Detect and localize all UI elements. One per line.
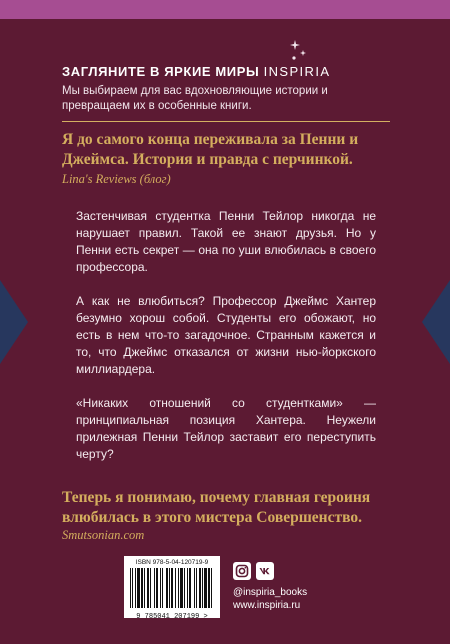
- social-handle[interactable]: @inspiria_books: [233, 587, 308, 598]
- barcode-bars: [128, 568, 216, 608]
- brand-name: INSPIRIA: [263, 64, 331, 79]
- blurb-paragraph-1: Застенчивая студентка Пенни Тейлор никогда не нарушает правил. Такой ее знают друзья. Но у Пенни есть секрет — она по уши влюбилась в своего профессора.: [76, 209, 376, 274]
- vk-icon[interactable]: [256, 562, 274, 580]
- gold-divider: [62, 121, 390, 122]
- barcode-digits: 9 785041 207199 >: [136, 613, 208, 621]
- instagram-icon[interactable]: [233, 562, 251, 580]
- blurb-paragraph-3: «Никаких отношений со студентками» — принципиальная позиция Хантера. Неужели прилежная Пенни Тейлор заставит его переступить черту?: [76, 396, 376, 461]
- barcode: [124, 556, 220, 621]
- isbn-label: ISBN 978-5-04-120719-9: [135, 559, 209, 566]
- sparkle-icon: [286, 38, 310, 64]
- review-source-1: Lina's Reviews (блог): [62, 172, 171, 186]
- series-heading-text: ЗАГЛЯНИТЕ В ЯРКИЕ МИРЫ: [62, 64, 260, 79]
- social-block: [233, 562, 307, 611]
- right-side-triangle: [422, 268, 450, 376]
- blurb-paragraph-2: А как не влюбиться? Профессор Джеймс Хантер безумно хорош собой. Студенты его обожают, но есть в нем что-то загадочное. Странным кажется и то, что Джеймс отказался от жизни нью-йоркского миллиардера.: [76, 294, 376, 376]
- left-side-triangle: [0, 268, 28, 376]
- review-quote-1: Я до самого конца переживала за Пенни и Джеймса. История и правда с перчинкой.: [62, 131, 359, 168]
- series-description: Мы выбираем для вас вдохновляющие истории и превращаем их в особенные книги.: [62, 85, 328, 112]
- website-link[interactable]: www.inspiria.ru: [233, 600, 301, 611]
- review-quote-2: Теперь я понимаю, почему главная героиня влюбилась в этого мистера Совершенство.: [62, 489, 371, 526]
- top-color-band: [0, 0, 450, 19]
- review-source-2: Smutsonian.com: [62, 528, 145, 542]
- series-heading: [62, 64, 330, 79]
- blurb-text: [76, 208, 376, 480]
